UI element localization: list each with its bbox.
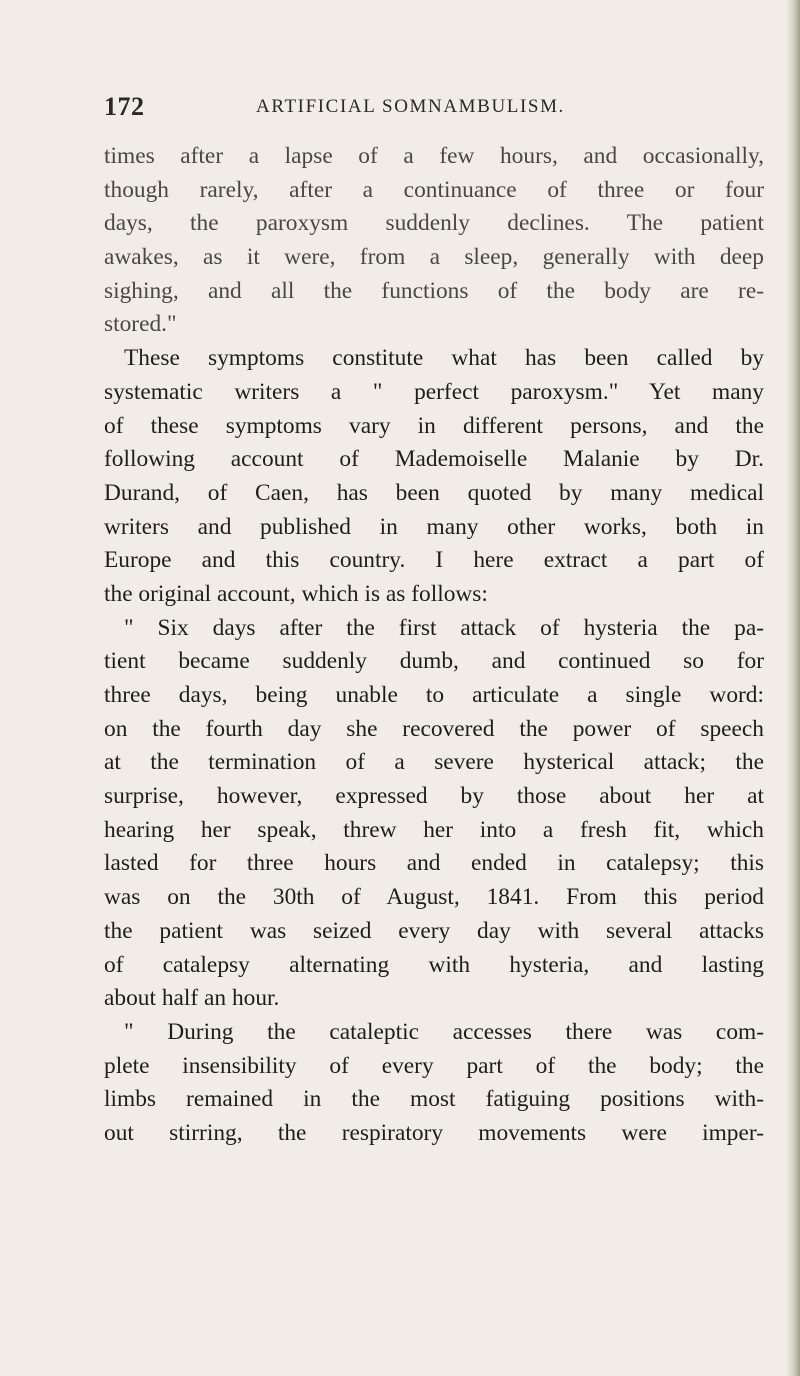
text-line: the patient was seized every day with several attacks: [104, 917, 764, 944]
text-line: systematic writers a " perfect paroxysm." Yet many: [104, 378, 764, 405]
text-line: limbs remained in the most fatiguing positions with-: [104, 1086, 764, 1113]
text-line: about half an hour.: [104, 985, 280, 1012]
text-line: awakes, as it were, from a sleep, generally with deep: [104, 244, 764, 271]
paragraph-start-line: " During the cataleptic accesses there was com-: [124, 1018, 764, 1045]
text-line: times after a lapse of a few hours, and occasionally,: [104, 143, 764, 169]
text-line: surprise, however, expressed by those about her at: [104, 783, 764, 810]
text-line: Europe and this country. I here extract a part of: [104, 547, 764, 574]
text-line: days, the paroxysm suddenly declines. The patient: [104, 210, 764, 237]
running-title: ARTIFICIAL SOMNAMBULISM.: [256, 96, 565, 117]
text-line: following account of Mademoiselle Malanie by Dr.: [104, 446, 764, 473]
text-line: Durand, of Caen, has been quoted by many medical: [104, 479, 764, 506]
text-line: was on the 30th of August, 1841. From this period: [104, 884, 764, 911]
text-line: though rarely, after a continuance of three or four: [104, 176, 764, 203]
text-line: of these symptoms vary in different persons, and the: [104, 412, 764, 439]
paragraph-start-line: " Six days after the first attack of hysteria the pa-: [124, 614, 764, 641]
text-line: the original account, which is as follows:: [104, 580, 488, 607]
text-line: writers and published in many other works, both in: [104, 513, 764, 540]
text-line: lasted for three hours and ended in catalepsy; this: [104, 850, 764, 877]
text-line: plete insensibility of every part of the body; the: [104, 1052, 764, 1079]
body-text: [104, 140, 764, 1151]
page-number: 172: [104, 92, 145, 121]
page-edge-shadow: [786, 0, 800, 1376]
text-line: tient became suddenly dumb, and continued so for: [104, 648, 764, 675]
text-line: at the termination of a severe hysterical attack; the: [104, 749, 764, 776]
paragraph-start-line: These symptoms constitute what has been called by: [124, 345, 764, 372]
text-line: hearing her speak, threw her into a fresh fit, which: [104, 816, 764, 843]
text-line: stored.": [104, 311, 177, 338]
text-line: three days, being unable to articulate a single word:: [104, 682, 764, 708]
text-line: out stirring, the respiratory movements were imper-: [104, 1119, 764, 1146]
text-line: of catalepsy alternating with hysteria, and lasting: [104, 951, 764, 978]
text-line: on the fourth day she recovered the power of speech: [104, 715, 764, 742]
page-header: [104, 92, 744, 126]
text-line: sighing, and all the functions of the body are re-: [104, 277, 764, 304]
